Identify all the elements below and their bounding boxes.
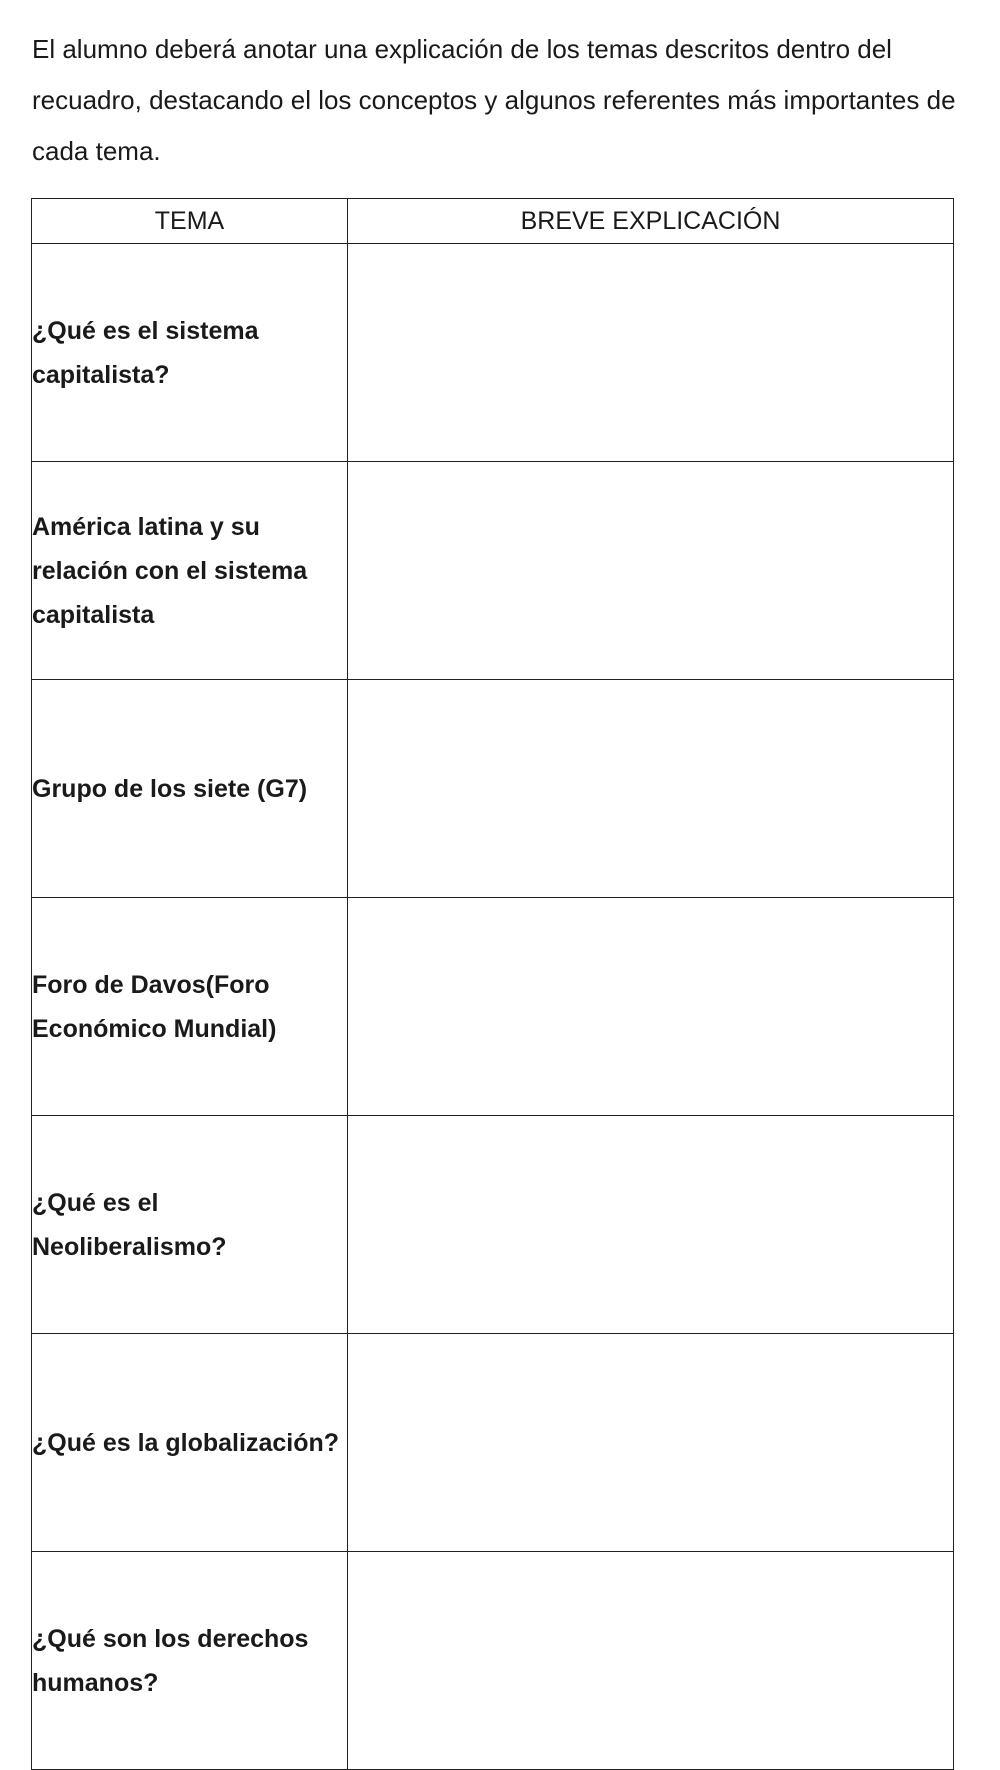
table-row (32, 1116, 954, 1334)
explanation-cell[interactable] (348, 1552, 954, 1770)
explanation-cell[interactable] (348, 244, 954, 462)
topic-cell: ¿Qué es la globalización? (32, 1334, 348, 1552)
table-header-row (32, 199, 954, 244)
explanation-cell[interactable] (348, 462, 954, 680)
topics-table (31, 198, 954, 1770)
topic-cell: América latina y su relación con el sistema capitalista (32, 462, 348, 680)
topic-cell: ¿Qué es el Neoliberalismo? (32, 1116, 348, 1334)
topic-cell: ¿Qué son los derechos humanos? (32, 1552, 348, 1770)
topic-cell: Grupo de los siete (G7) (32, 680, 348, 898)
explanation-cell[interactable] (348, 1334, 954, 1552)
table-row (32, 1552, 954, 1770)
topic-cell: Foro de Davos(Foro Económico Mundial) (32, 898, 348, 1116)
topic-cell: ¿Qué es el sistema capitalista? (32, 244, 348, 462)
table-row (32, 898, 954, 1116)
instructions-text: El alumno deberá anotar una explicación de los temas descritos dentro del recuadro, destacando el los conceptos y algunos referentes más importantes de cada tema. (32, 34, 956, 166)
explanation-cell[interactable] (348, 680, 954, 898)
table-row (32, 1334, 954, 1552)
table-row (32, 462, 954, 680)
header-tema: TEMA (32, 199, 348, 244)
explanation-cell[interactable] (348, 1116, 954, 1334)
table-row (32, 244, 954, 462)
table-row (32, 680, 954, 898)
header-breve-explicacion: BREVE EXPLICACIÓN (348, 199, 954, 244)
explanation-cell[interactable] (348, 898, 954, 1116)
